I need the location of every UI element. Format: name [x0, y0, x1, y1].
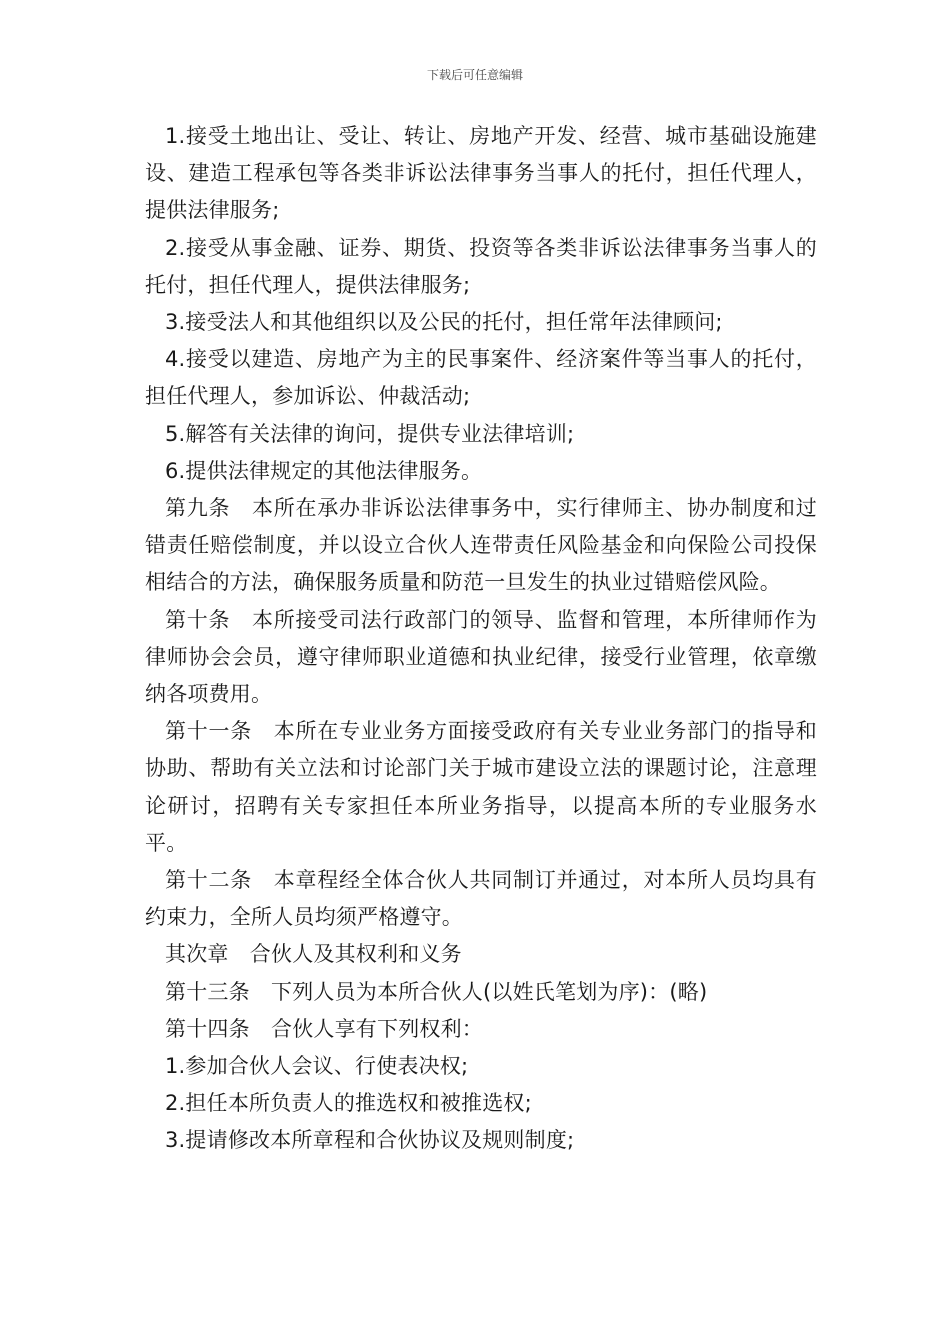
right-item-2: 2.担任本所负责人的推选权和被推选权; — [165, 1091, 532, 1116]
paragraph-item-3: 3.接受法人和其他组织以及公民的托付，担任常年法律顾问; — [165, 310, 723, 335]
paragraph-item-5: 5.解答有关法律的询问，提供专业法律培训; — [165, 421, 575, 446]
article-9: 第九条 本所在承办非诉讼法律事务中，实行律师主、协办制度和过错责任赔偿制度，并以设立合伙人连带责任风险基金和向保险公司投保相结合的方法，确保服务质量和防范一旦发生的执业过错赔偿风险。 — [145, 496, 817, 595]
article-12: 第十二条 本章程经全体合伙人共同制订并通过，对本所人员均具有约束力，全所人员均须严格遵守。 — [145, 868, 817, 930]
chapter-heading: 其次章 合伙人及其权利和义务 — [165, 942, 462, 967]
right-item-1: 1.参加合伙人会议、行使表决权; — [165, 1054, 469, 1079]
paragraph-item-4: 4.接受以建造、房地产为主的民事案件、经济案件等当事人的托付，担任代理人，参加诉讼、仲裁活动; — [145, 347, 817, 409]
page-header: 下载后可任意编辑 — [426, 68, 523, 82]
paragraph-item-1: 1.接受土地出让、受让、转让、房地产开发、经营、城市基础设施建设、建造工程承包等各类非诉讼法律事务当事人的托付，担任代理人，提供法律服务; — [145, 124, 817, 223]
article-14: 第十四条 合伙人享有下列权利： — [165, 1016, 483, 1041]
paragraph-item-2: 2.接受从事金融、证券、期货、投资等各类非诉讼法律事务当事人的托付，担任代理人，提供法律服务; — [145, 235, 817, 297]
article-13: 第十三条 下列人员为本所合伙人(以姓氏笔划为序)：(略) — [165, 979, 708, 1004]
article-11: 第十一条 本所在专业业务方面接受政府有关专业业务部门的指导和协助、帮助有关立法和讨论部门关于城市建设立法的课题讨论，注意理论研讨，招聘有关专家担任本所业务指导，以提高本所的专业服务水平。 — [145, 719, 817, 855]
paragraph-item-6: 6.提供法律规定的其他法律服务。 — [165, 458, 483, 483]
right-item-3: 3.提请修改本所章程和合伙协议及规则制度; — [165, 1128, 575, 1153]
document-body — [145, 118, 817, 1160]
article-10: 第十条 本所接受司法行政部门的领导、监督和管理，本所律师作为律师协会会员，遵守律师职业道德和执业纪律，接受行业管理，依章缴纳各项费用。 — [145, 607, 817, 707]
